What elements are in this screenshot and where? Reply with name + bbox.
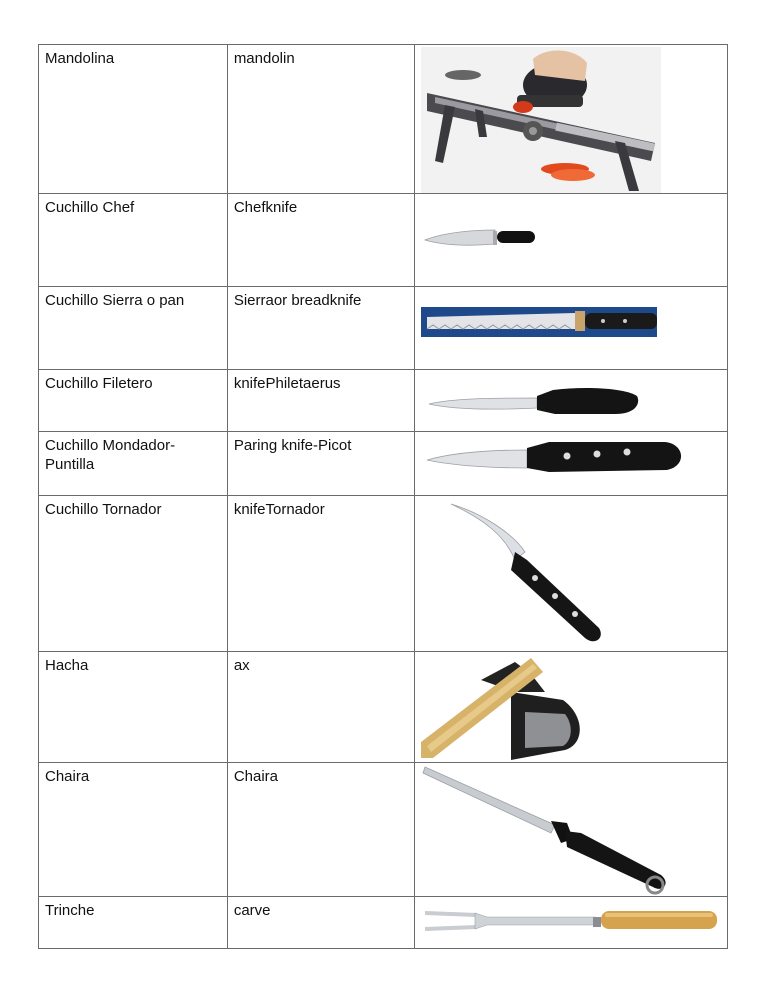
english-term: mandolin xyxy=(227,45,414,194)
honing-steel-image xyxy=(414,763,727,897)
table-row xyxy=(39,652,728,763)
fillet-knife-image xyxy=(414,370,727,432)
english-term: Chaira xyxy=(227,763,414,897)
table-row xyxy=(39,763,728,897)
english-term: Paring knife-Picot xyxy=(227,432,414,496)
axe-image xyxy=(414,652,727,763)
table-row xyxy=(39,194,728,287)
table-row xyxy=(39,45,728,194)
spanish-term: Cuchillo Filetero xyxy=(39,370,228,432)
spanish-term: Chaira xyxy=(39,763,228,897)
spanish-term: Cuchillo Sierra o pan xyxy=(39,287,228,370)
tourne-knife-image xyxy=(414,496,727,652)
bread-knife-image xyxy=(414,287,727,370)
spanish-term: Mandolina xyxy=(39,45,228,194)
chef-knife-image xyxy=(414,194,727,287)
english-term: ax xyxy=(227,652,414,763)
carving-fork-image xyxy=(414,897,727,949)
spanish-term: Trinche xyxy=(39,897,228,949)
english-term: knifePhiletaerus xyxy=(227,370,414,432)
table-row xyxy=(39,496,728,652)
vocabulary-table xyxy=(38,44,728,949)
table-row xyxy=(39,432,728,496)
table-row xyxy=(39,897,728,949)
mandoline-slicer-image xyxy=(414,45,727,194)
table-row xyxy=(39,287,728,370)
english-term: Sierraor breadknife xyxy=(227,287,414,370)
table-row xyxy=(39,370,728,432)
english-term: knifeTornador xyxy=(227,496,414,652)
spanish-term: Cuchillo Mondador-Puntilla xyxy=(39,432,228,496)
spanish-term: Hacha xyxy=(39,652,228,763)
english-term: carve xyxy=(227,897,414,949)
spanish-term: Cuchillo Tornador xyxy=(39,496,228,652)
paring-knife-image xyxy=(414,432,727,496)
english-term: Chefknife xyxy=(227,194,414,287)
spanish-term: Cuchillo Chef xyxy=(39,194,228,287)
